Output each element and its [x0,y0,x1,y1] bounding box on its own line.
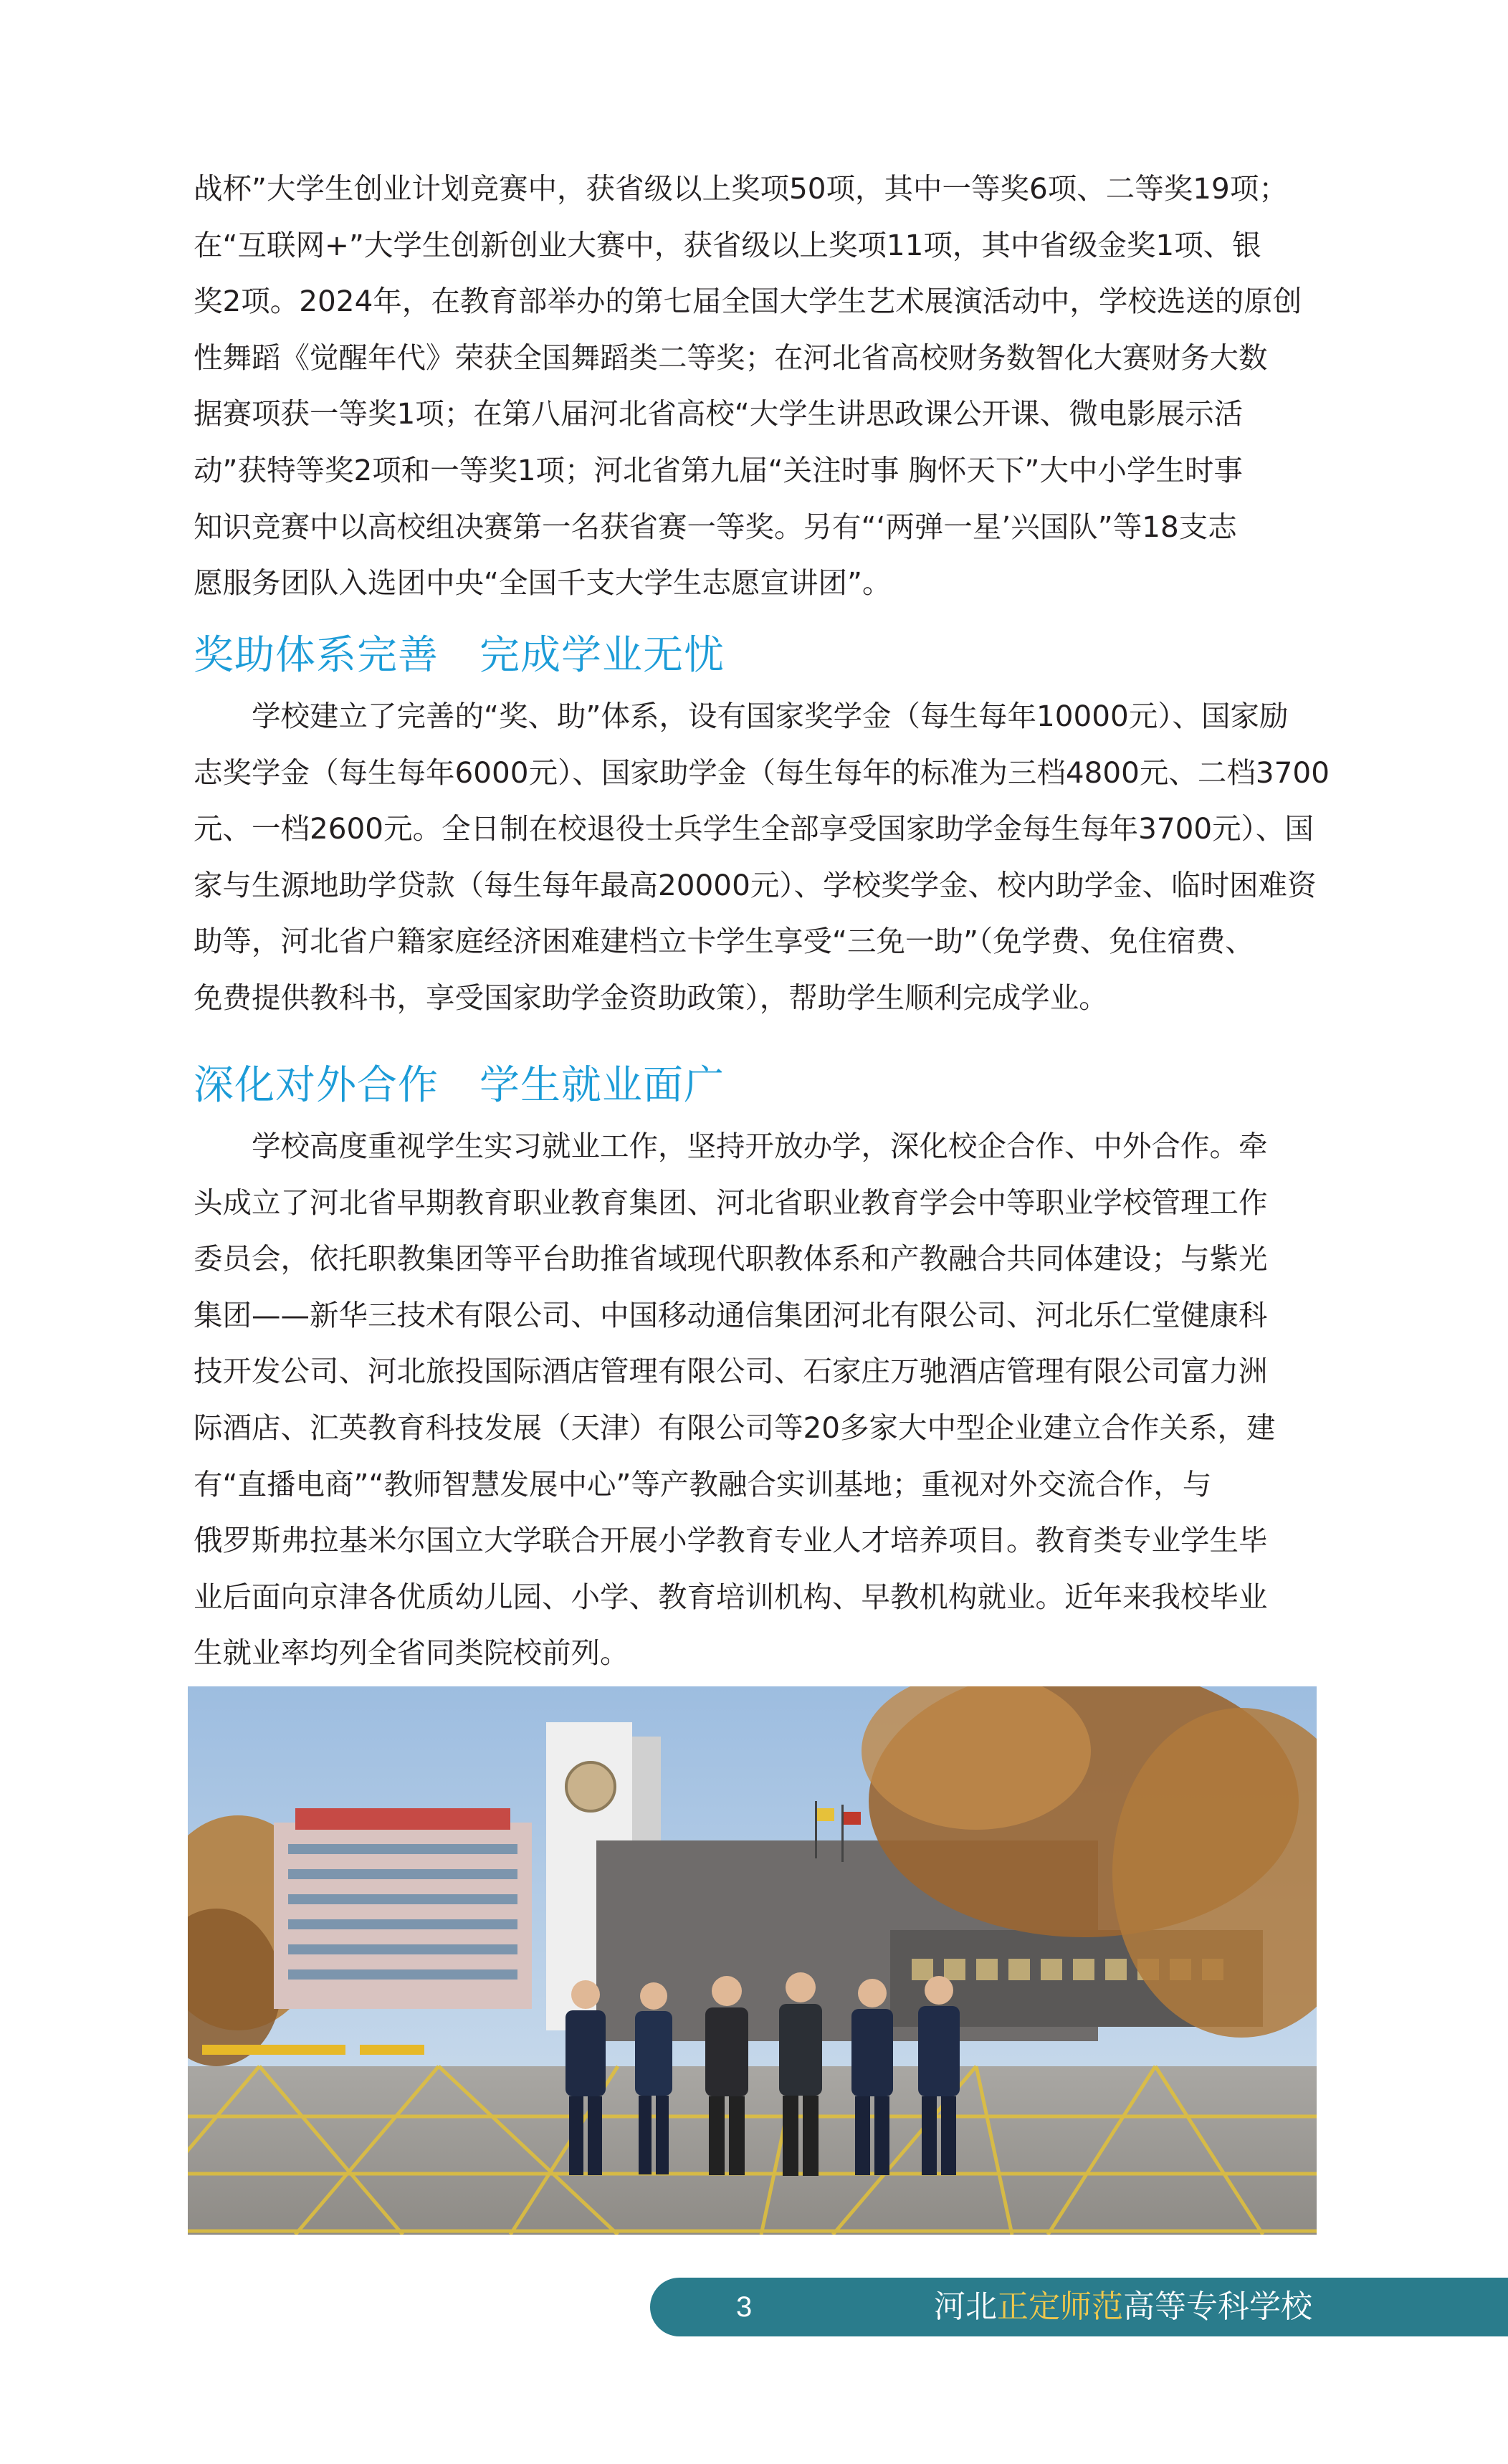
paragraph-line: 俄罗斯弗拉基米尔国立大学联合开展小学教育专业人才培养项目。教育类专业学生毕 [194,1523,1268,1558]
coop-paragraph [194,1118,1322,1681]
paragraph-line: 在“互联网+”大学生创新创业大赛中，获省级以上奖项11项，其中省级金奖1项、银 [194,227,1261,262]
paragraph-line: 学校建立了完善的“奖、助”体系，设有国家奖学金（每生每年10000元）、国家励 [194,699,1289,733]
school-name-suffix: 高等专科学校 [1123,2288,1312,2325]
paragraph-line: 有“直播电商”“教师智慧发展中心”等产教融合实训基地；重视对外交流合作，与 [194,1466,1212,1501]
paragraph-line: 志奖学金（每生每年6000元）、国家助学金（每生每年的标准为三档4800元、二档3700 [194,755,1330,790]
school-name-highlight: 正定师范 [997,2288,1123,2325]
paragraph-line: 知识竞赛中以高校组决赛第一名获省赛一等奖。另有“‘两弹一星’兴国队”等18支志 [194,509,1237,544]
intro-paragraph [194,161,1322,611]
school-name-prefix: 河北 [934,2288,997,2325]
paragraph-line: 家与生源地助学贷款（每生每年最高20000元）、学校奖学金、校内助学金、临时困难资 [194,867,1317,902]
paragraph-line: 委员会，依托职教集团等平台助推省域现代职教体系和产教融合共同体建设；与紫光 [194,1241,1268,1276]
page-number: 3 [736,2291,753,2323]
section-heading-coop: 深化对外合作 学生就业面广 [194,1062,725,1109]
footer-bar [650,2278,1508,2336]
paragraph-line: 战杯”大学生创业计划竞赛中，获省级以上奖项50项，其中一等奖6项、二等奖19项； [194,171,1288,206]
paragraph-line: 业后面向京津各优质幼儿园、小学、教育培训机构、早教机构就业。近年来我校毕业 [194,1579,1268,1614]
paragraph-line: 集团——新华三技术有限公司、中国移动通信集团河北有限公司、河北乐仁堂健康科 [194,1297,1268,1332]
paragraph-line: 愿服务团队入选团中央“全国千支大学生志愿宣讲团”。 [194,565,892,601]
paragraph-line: 生就业率均列全省同类院校前列。 [194,1635,629,1671]
aid-paragraph [194,688,1330,1026]
campus-gate-illustration [188,1686,1317,2235]
paragraph-line: 元、一档2600元。全日制在校退役士兵学生全部享受国家助学金每生每年3700元）、国 [194,811,1314,846]
paragraph-line: 免费提供教科书，享受国家助学金资助政策），帮助学生顺利完成学业。 [194,980,1108,1015]
paragraph-line: 据赛项获一等奖1项；在第八届河北省高校“大学生讲思政课公开课、微电影展示活 [194,396,1244,431]
campus-gate-photo [188,1686,1317,2235]
school-name [934,2278,1312,2336]
paragraph-line: 技开发公司、河北旅投国际酒店管理有限公司、石家庄万驰酒店管理有限公司富力洲 [194,1354,1268,1389]
paragraph-line: 性舞蹈《觉醒年代》荣获全国舞蹈类二等奖；在河北省高校财务数智化大赛财务大数 [194,340,1268,375]
paragraph-line: 助等，河北省户籍家庭经济困难建档立卡学生享受“三免一助”（免学费、免住宿费、 [194,924,1254,959]
paragraph-line: 学校高度重视学生实习就业工作，坚持开放办学，深化校企合作、中外合作。牵 [194,1129,1268,1163]
paragraph-line: 际酒店、汇英教育科技发展（天津）有限公司等20多家大中型企业建立合作关系，建 [194,1410,1276,1445]
paragraph-line: 头成立了河北省早期教育职业教育集团、河北省职业教育学会中等职业学校管理工作 [194,1185,1268,1220]
paragraph-line: 动”获特等奖2项和一等奖1项；河北省第九届“关注时事 胸怀天下”大中小学生时事 [194,452,1243,487]
paragraph-line: 奖2项。2024年，在教育部举办的第七届全国大学生艺术展演活动中，学校选送的原创 [194,284,1302,319]
section-heading-aid: 奖助体系完善 完成学业无忧 [194,632,725,679]
